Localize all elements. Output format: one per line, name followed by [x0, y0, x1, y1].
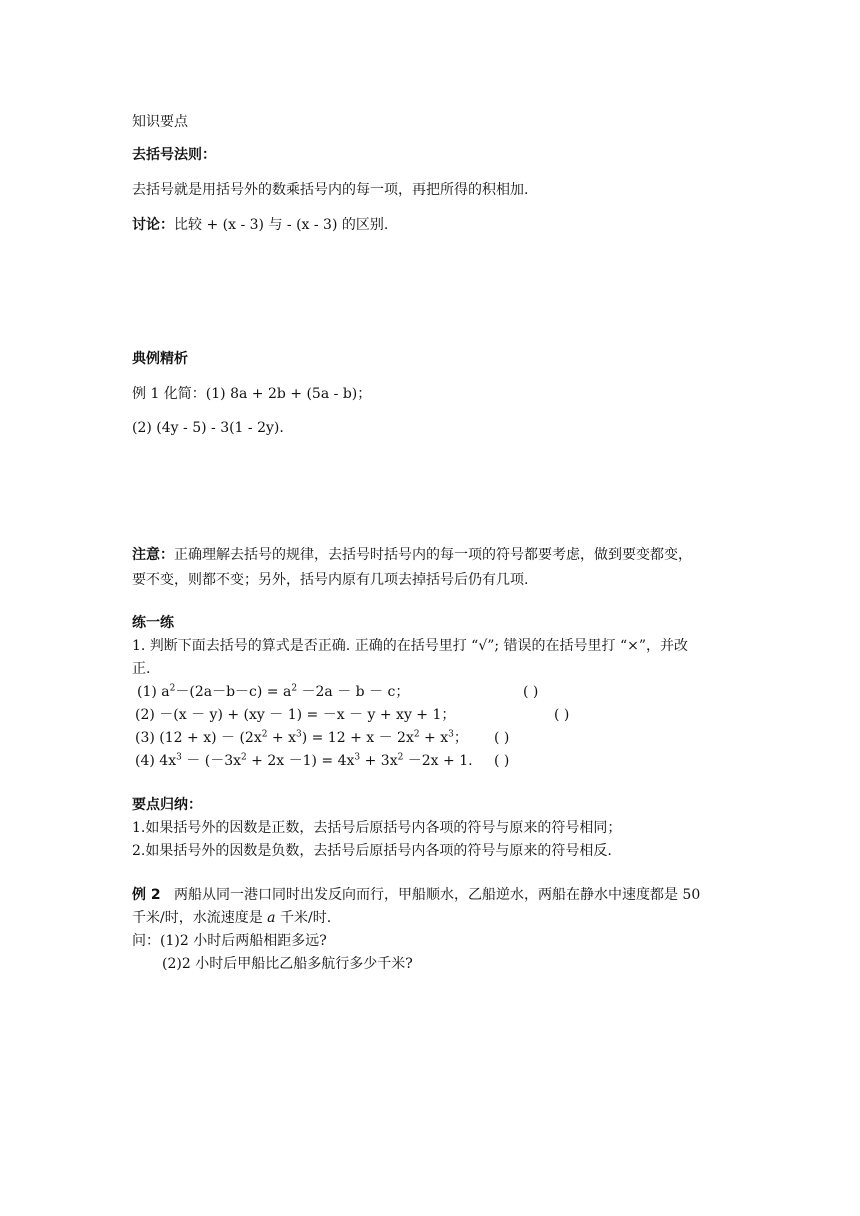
answer-blank-2[interactable]: ( ): [554, 707, 570, 723]
practice-item-1: (1) $a^2-(2a-b-c) = a^2 -2a - b - c$；: [137, 683, 410, 700]
section-heading-practice: 练一练: [132, 615, 174, 631]
rule-title: 去括号法则：: [132, 147, 216, 163]
section-heading-knowledge: 知识要点: [132, 114, 188, 130]
example-2-question-1: 问：(1)2 小时后两船相距多远?: [132, 933, 327, 949]
note-line-2: 要不变，则都不变；另外，括号内原有几项去掉括号后仍有几项.: [132, 572, 529, 588]
practice-instruction-2: 正.: [132, 661, 151, 677]
example-2-label: 例 2: [132, 887, 161, 903]
practice-item-2: (2) －(x － y) + (xy － 1) = －x － y + xy + 1；: [135, 707, 456, 723]
summary-title: 要点归纳：: [132, 797, 202, 813]
example-1-line-2: (2) (4y - 5) - 3(1 - 2y).: [132, 420, 284, 436]
summary-line-1: 1.如果括号外的因数是正数，去括号后原括号内各项的符号与原来的符号相同；: [132, 820, 622, 836]
example-2-line-2: 千米/时，水流速度是 a 千米/时.: [132, 910, 332, 926]
example-2-text-1: 两船从同一港口同时出发反向而行，甲船顺水，乙船逆水，两船在静水中速度都是 50: [173, 887, 701, 903]
discussion-text: 比较 + (x - 3) 与 - (x - 3) 的区别.: [174, 217, 389, 233]
example-2-question-2: (2)2 小时后甲船比乙船多航行多少千米?: [162, 956, 413, 972]
practice-instruction-1: 1. 判断下面去括号的算式是否正确. 正确的在括号里打 “√”; 错误的在括号里打 “×”，并改: [132, 638, 689, 654]
answer-blank-4[interactable]: ( ): [494, 753, 510, 769]
note-text-1: 正确理解去括号的规律，去括号时括号内的每一项的符号都要考虑，做到要变都变，: [174, 547, 692, 563]
example-2-line-1: [132, 886, 700, 904]
note-label: 注意：: [132, 547, 174, 563]
answer-blank-1[interactable]: ( ): [523, 684, 539, 700]
answer-blank-3[interactable]: ( ): [494, 730, 510, 746]
discussion-line: [132, 216, 388, 234]
practice-item-4: (4) $4x^3 - (-3x^2 + 2x -1) = 4x^3 + 3x^2 -2x + 1$.: [135, 752, 473, 769]
practice-item-3: (3) $(12 + x) - (2x^2 + x^3) = 12 + x - 2x^2 + x^3$；: [135, 729, 468, 746]
discussion-label: 讨论：: [132, 217, 174, 233]
example-1-line-1: 例 1 化简：(1) 8a + 2b + (5a - b)；: [132, 386, 372, 402]
rule-text: 去括号就是用括号外的数乘括号内的每一项，再把所得的积相加.: [132, 182, 529, 198]
summary-line-2: 2.如果括号外的因数是负数，去括号后原括号内各项的符号与原来的符号相反.: [132, 843, 612, 859]
note-line-1: [132, 546, 692, 564]
section-heading-examples: 典例精析: [132, 351, 188, 367]
